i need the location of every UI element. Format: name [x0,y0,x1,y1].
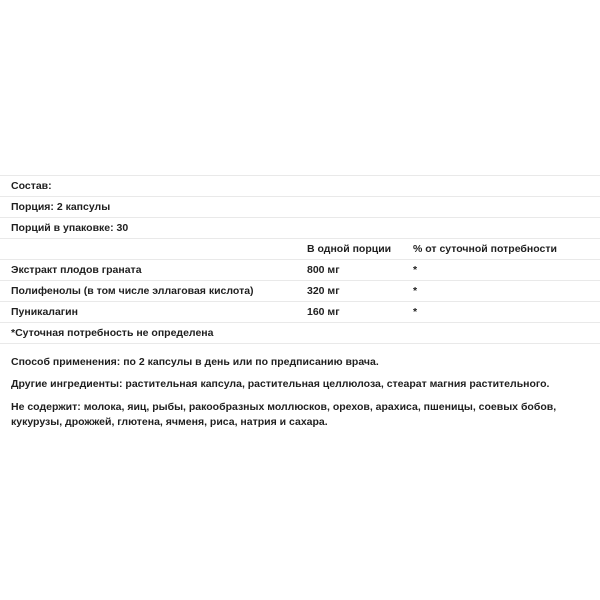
servings-per-container-label: Порций в упаковке: 30 [0,218,307,239]
table-row [0,281,600,302]
table-row [0,302,600,323]
ingredient-daily-value: * [413,281,600,302]
servings-amount-empty [307,218,413,239]
daily-value-footnote: *Суточная потребность не определена [0,323,307,344]
table-body [0,176,600,344]
serving-size-amount-empty [307,197,413,218]
ingredient-amount: 320 мг [307,281,413,302]
footnote-amount-empty [307,323,413,344]
footnote-dv-empty [413,323,600,344]
ingredient-name: Пуникалагин [0,302,307,323]
table-row-composition [0,176,600,197]
serving-size-label: Порция: 2 капсулы [0,197,307,218]
other-ingredients-text: Другие ингредиенты: растительная капсула, растительная целлюлоза, стеарат магния растительного. [11,378,550,390]
ingredient-amount: 800 мг [307,260,413,281]
ingredient-name: Полифенолы (в том числе эллаговая кислота) [0,281,307,302]
serving-size-dv-empty [413,197,600,218]
table-row-servings-per-container [0,218,600,239]
table-row-serving-size [0,197,600,218]
table-row [0,260,600,281]
composition-label: Состав: [0,176,307,197]
ingredient-amount: 160 мг [307,302,413,323]
ingredient-daily-value: * [413,260,600,281]
allergen-free-text: Не содержит: молока, яиц, рыбы, ракообразных моллюсков, орехов, арахиса, пшеницы, соевых бобов, кукурузы, дрожжей, глютена, ячменя, риса, натрия и сахара. [11,401,557,428]
supplement-facts-table [0,175,600,344]
ingredient-name: Экстракт плодов граната [0,260,307,281]
header-name-empty [0,239,307,260]
ingredient-daily-value: * [413,302,600,323]
servings-dv-empty [413,218,600,239]
composition-amount-empty [307,176,413,197]
header-daily-value: % от суточной потребности [413,239,600,260]
table-row-footnote [0,323,600,344]
composition-dv-empty [413,176,600,197]
table-header-row [0,239,600,260]
header-amount-per-serving: В одной порции [307,239,413,260]
usage-directions-text: Способ применения: по 2 капсулы в день или по предписанию врача. [11,356,379,368]
